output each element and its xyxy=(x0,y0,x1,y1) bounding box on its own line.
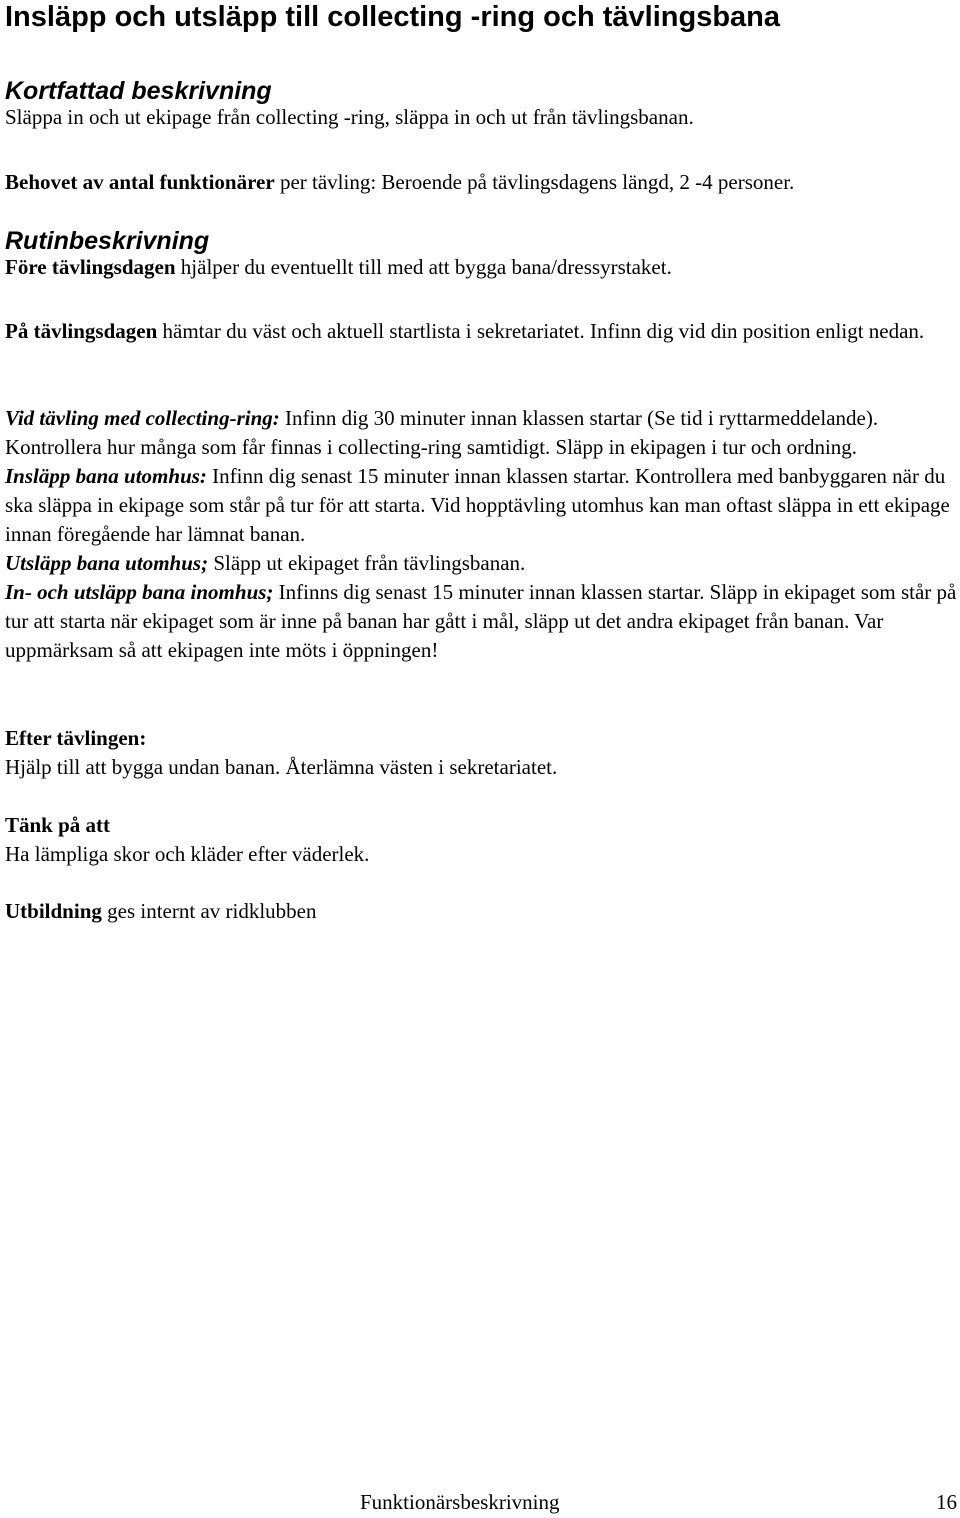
in-outdoor-paragraph xyxy=(5,462,957,549)
training-text: ges internt av ridklubben xyxy=(101,899,317,923)
in-outdoor-label: Insläpp bana utomhus: xyxy=(5,464,207,488)
training-section xyxy=(5,897,957,926)
summary-section xyxy=(5,76,957,132)
training-label: Utbildning xyxy=(5,899,102,923)
routine-before-text: hjälper du eventuellt till med att bygga bana/dressyrstaket. xyxy=(175,255,672,279)
indoor-label: In- och utsläpp bana inomhus; xyxy=(5,580,274,604)
routine-on-label: På tävlingsdagen xyxy=(5,319,158,343)
remember-text: Ha lämpliga skor och kläder efter väderlek. xyxy=(5,842,370,866)
after-heading: Efter tävlingen: xyxy=(5,726,147,750)
routine-heading: Rutinbeskrivning xyxy=(5,227,210,255)
after-section xyxy=(5,724,957,782)
collecting-paragraph xyxy=(5,404,957,462)
out-outdoor-label: Utsläpp bana utomhus; xyxy=(5,551,209,575)
after-text: Hjälp till att bygga undan banan. Återlämna västen i sekretariatet. xyxy=(5,755,558,779)
out-outdoor-text: Släpp ut ekipaget från tävlingsbanan. xyxy=(208,551,526,575)
remember-section xyxy=(5,811,957,869)
routine-on-day xyxy=(5,317,957,346)
staffing-section xyxy=(5,168,957,197)
training-paragraph xyxy=(5,897,957,926)
indoor-paragraph xyxy=(5,578,957,665)
page-title: Insläpp och utsläpp till collecting -ring och tävlingsbana xyxy=(5,1,781,33)
out-outdoor-paragraph xyxy=(5,549,957,578)
routine-on-text: hämtar du väst och aktuell startlista i sekretariatet. Infinn dig vid din position enligt nedan. xyxy=(157,319,925,343)
routine-section xyxy=(5,226,957,282)
routine-before-label: Före tävlingsdagen xyxy=(5,255,176,279)
summary-heading: Kortfattad beskrivning xyxy=(5,77,272,105)
page-number: 16 xyxy=(936,1490,957,1514)
routine-before-paragraph xyxy=(5,253,957,282)
staffing-paragraph xyxy=(5,168,957,197)
collecting-text: Infinn dig 30 minuter innan klassen startar (Se tid i ryttarmeddelande). Kontrollera hur många som får finnas i collecting-ring samtidigt. Släpp in ekipagen i tur och ordning. xyxy=(5,406,879,459)
routine-details xyxy=(5,404,957,665)
footer-title: Funktionärsbeskrivning xyxy=(360,1490,560,1514)
page-footer xyxy=(5,1488,957,1518)
indoor-text: Infinns dig senast 15 minuter innan klassen startar. Släpp in ekipaget som står på tur att starta när ekipaget som är inne på banan har gått i mål, släpp ut det andra ekipaget från banan. Var uppmärksam så att ekipagen inte möts i öppningen! xyxy=(5,580,957,662)
staffing-text: per tävling: Beroende på tävlingsdagens längd, 2 -4 personer. xyxy=(274,170,795,194)
in-outdoor-text: Infinn dig senast 15 minuter innan klassen startar. Kontrollera med banbyggaren när du ska släppa in ekipage som står på tur för att starta. Vid hopptävling utomhus kan man oftast släppa in ett ekipage innan föregående har lämnat banan. xyxy=(5,464,950,546)
staffing-label: Behovet av antal funktionärer xyxy=(5,170,275,194)
summary-text: Släppa in och ut ekipage från collecting -ring, släppa in och ut från tävlingsbanan. xyxy=(5,105,694,129)
remember-heading: Tänk på att xyxy=(5,813,111,837)
collecting-label: Vid tävling med collecting-ring: xyxy=(5,406,280,430)
routine-on-paragraph xyxy=(5,317,957,346)
